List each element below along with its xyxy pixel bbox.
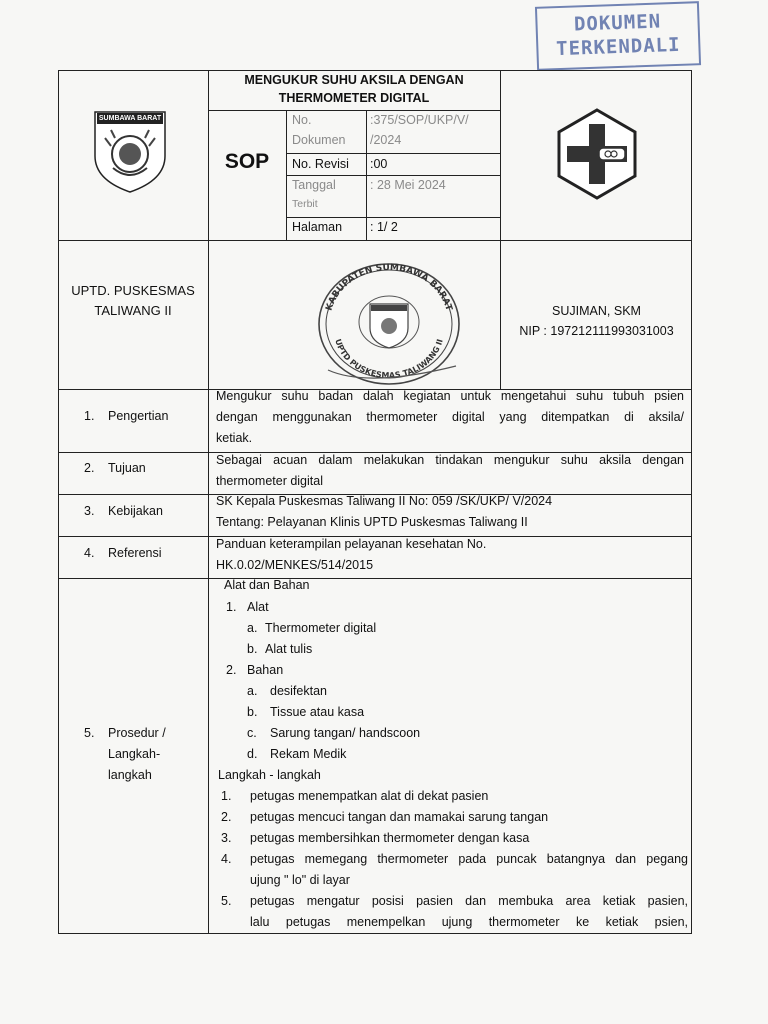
step-3-num: 3. <box>221 831 232 845</box>
emblem-label: SUMBAWA BARAT <box>98 115 162 122</box>
tujuan-label: Tujuan <box>108 461 146 475</box>
field-halaman-value: : 1/ 2 <box>370 220 398 234</box>
prosedur-label2: Langkah- <box>108 747 161 761</box>
pengertian-num: 1. <box>84 409 95 423</box>
pengertian-text <box>216 386 684 449</box>
field-tanggal-label1: Tanggal <box>292 178 336 192</box>
step-1-num: 1. <box>221 789 232 803</box>
pengertian-line2: dengan menggunakan thermometer digital yang ditempatkan di aksila/ <box>216 410 684 424</box>
bahan-item-d-letter: d. <box>247 747 258 761</box>
seal-stamp-icon <box>308 258 470 386</box>
bahan-item-d: Rekam Medik <box>270 747 347 761</box>
step-5-text: petugas mengatur posisi pasien dan membuka area ketiak pasien, <box>250 894 688 908</box>
controlled-document-stamp <box>535 1 701 71</box>
official-seal <box>308 258 470 386</box>
org-name-line1: UPTD. PUSKESMAS <box>71 283 195 298</box>
prosedur-label3: langkah <box>108 768 152 782</box>
prosedur-label1: Prosedur / <box>108 726 166 740</box>
field-no-dokumen-value2: /2024 <box>370 133 402 147</box>
bahan-num: 2. <box>226 663 237 677</box>
step-5-num: 5. <box>221 894 232 908</box>
sop-title-line1: MENGUKUR SUHU AKSILA DENGAN <box>244 73 464 87</box>
tujuan-line2: thermometer digital <box>216 474 323 488</box>
field-no-revisi-label: No. Revisi <box>292 157 349 171</box>
kebijakan-num: 3. <box>84 504 95 518</box>
alat-item-a-letter: a. <box>247 621 258 635</box>
signer-name: SUJIMAN, SKM <box>552 304 641 318</box>
step-2-num: 2. <box>221 810 232 824</box>
referensi-line2: HK.0.02/MENKES/514/2015 <box>216 558 374 572</box>
org-name-line2: TALIWANG II <box>94 303 172 318</box>
sop-title-line2: THERMOMETER DIGITAL <box>278 91 430 105</box>
referensi-num: 4. <box>84 546 95 560</box>
stamp-line1: DOKUMEN <box>573 10 662 36</box>
step-1-text: petugas menempatkan alat di dekat pasien <box>250 789 489 803</box>
sumbawa-barat-emblem <box>91 108 169 194</box>
stamp-line2: TERKENDALI <box>555 33 681 61</box>
pengertian-line3: ketiak. <box>216 431 253 445</box>
bahan-item-a: desifektan <box>270 684 327 698</box>
field-no-dokumen-label2: Dokumen <box>292 133 346 147</box>
tujuan-text <box>216 450 684 492</box>
step-5-text2: lalu petugas menempelkan ujung thermometer ke ketiak psien, <box>250 915 688 929</box>
field-tanggal-label2: Terbit <box>292 198 318 210</box>
step-3-text: petugas membersihkan thermometer dengan kasa <box>250 831 530 845</box>
tujuan-line1: Sebagai acuan dalam melakukan tindakan mengukur suhu aksila dengan <box>216 453 684 467</box>
bahan-item-a-letter: a. <box>247 684 258 698</box>
alat-bahan-heading: Alat dan Bahan <box>224 578 310 592</box>
kebijakan-text <box>216 491 684 533</box>
step-4-text2: ujung " lo" di layar <box>250 873 350 887</box>
puskesmas-cross-icon <box>555 108 639 200</box>
kebijakan-line2: Tentang: Pelayanan Klinis UPTD Puskesmas Taliwang II <box>216 515 528 529</box>
referensi-line1: Panduan keterampilan pelayanan kesehatan No. <box>216 537 487 551</box>
bahan-item-b: Tissue atau kasa <box>270 705 365 719</box>
kebijakan-line1: SK Kepala Puskesmas Taliwang II No: 059 /SK/UKP/ V/2024 <box>216 494 553 508</box>
field-tanggal-value: : 28 Mei 2024 <box>370 178 446 192</box>
bahan-heading: Bahan <box>247 663 284 677</box>
step-2-text: petugas mencuci tangan dan mamakai sarung tangan <box>250 810 549 824</box>
prosedur-num: 5. <box>84 726 95 740</box>
signer-nip: NIP : 197212111993031003 <box>519 324 674 338</box>
seal-bottom-text: UPTD PUSKESMAS TALIWANG II <box>333 337 445 381</box>
alat-item-b-letter: b. <box>247 642 258 656</box>
pengertian-label: Pengertian <box>108 409 169 423</box>
alat-heading: Alat <box>247 600 269 614</box>
referensi-text <box>216 534 684 576</box>
step-4-num: 4. <box>221 852 232 866</box>
pengertian-line1: Mengukur suhu badan dalah kegiatan untuk mengetahui suhu tubuh psien <box>216 389 684 403</box>
seal-top-text: KABUPATEN SUMBAWA BARAT <box>324 262 454 313</box>
field-no-dokumen-value1: :375/SOP/UKP/V/ <box>370 113 469 127</box>
sop-label: SOP <box>224 150 270 173</box>
alat-item-b: Alat tulis <box>265 642 313 656</box>
step-4-text: petugas memegang thermometer pada puncak batangnya dan pegang <box>250 852 688 866</box>
kebijakan-label: Kebijakan <box>108 504 163 518</box>
field-no-dokumen-label1: No. <box>292 113 312 127</box>
bahan-item-b-letter: b. <box>247 705 258 719</box>
langkah-heading: Langkah - langkah <box>218 768 321 782</box>
field-no-revisi-value: :00 <box>370 157 388 171</box>
bahan-item-c-letter: c. <box>247 726 257 740</box>
referensi-label: Referensi <box>108 546 162 560</box>
field-halaman-label: Halaman <box>292 220 343 234</box>
tujuan-num: 2. <box>84 461 95 475</box>
puskesmas-logo <box>555 108 639 200</box>
bahan-item-c: Sarung tangan/ handscoon <box>270 726 421 740</box>
alat-num: 1. <box>226 600 237 614</box>
alat-item-a: Thermometer digital <box>265 621 377 635</box>
sop-document <box>58 70 692 934</box>
